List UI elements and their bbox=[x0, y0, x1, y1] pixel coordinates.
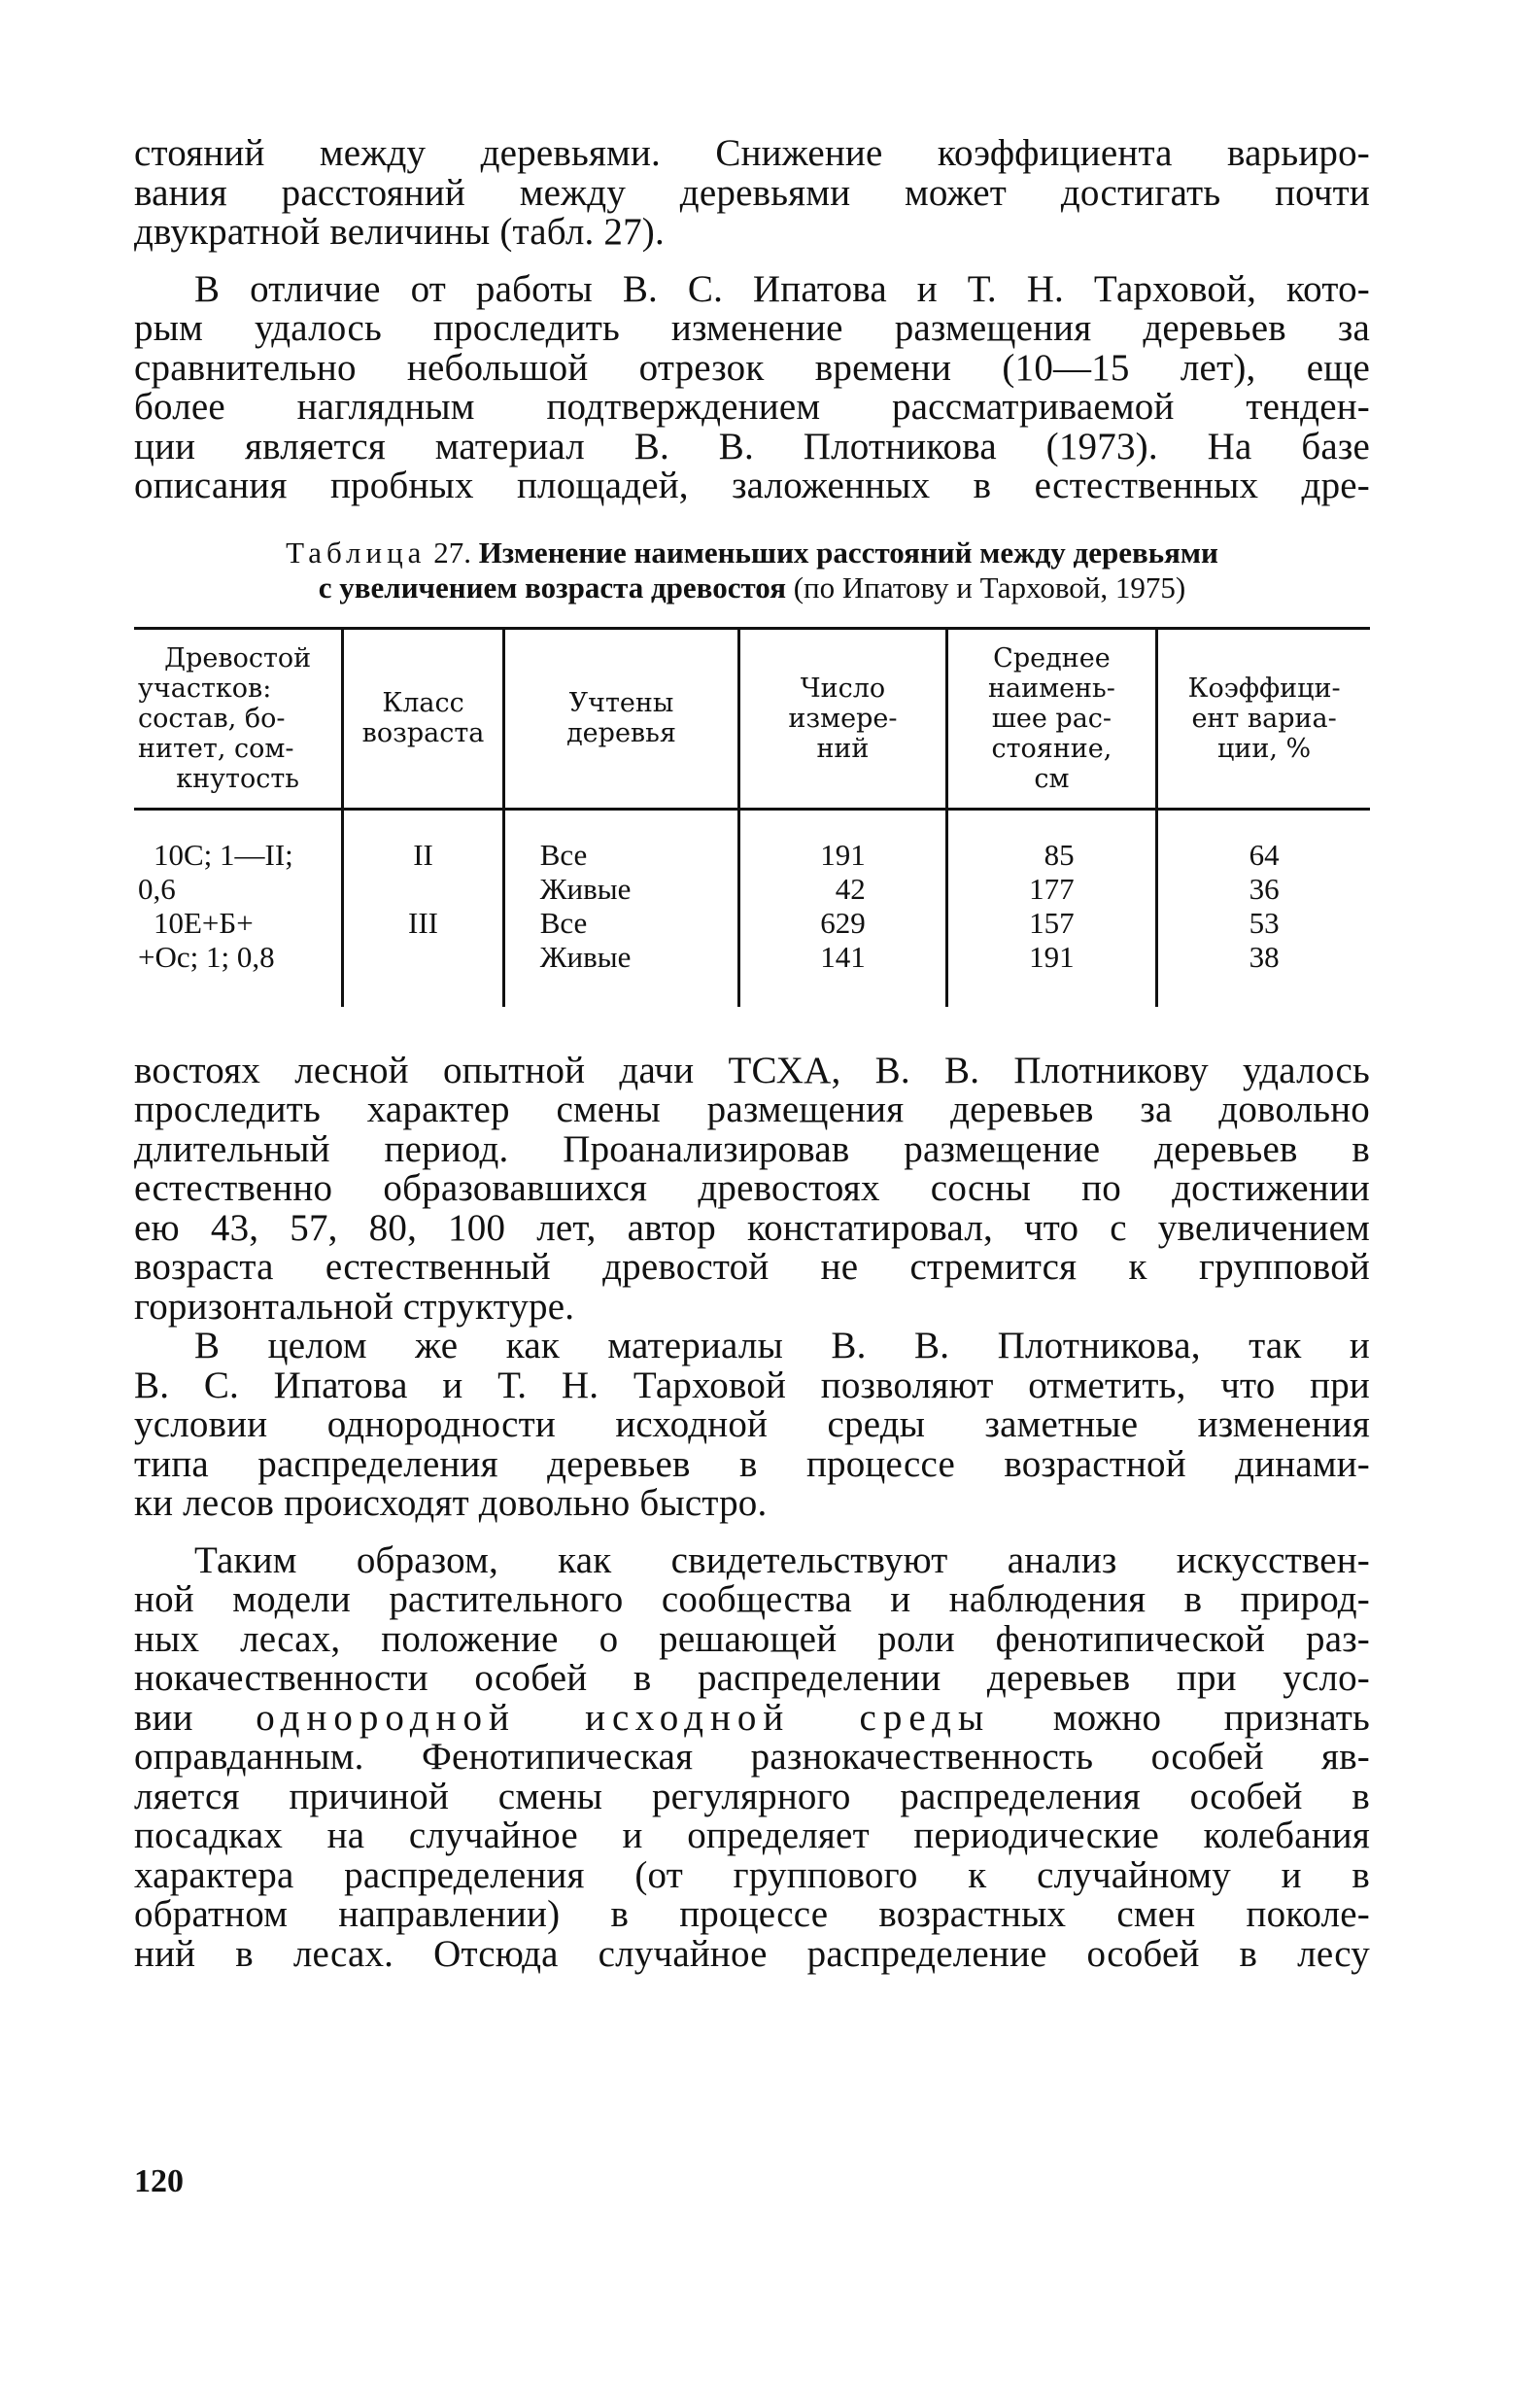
header-text: состав, бо- bbox=[138, 703, 286, 734]
text-line: В отличие от работы В. С. Ипатова и Т. Н. Тарховой, кото- bbox=[194, 267, 1370, 310]
paragraph-continuation bbox=[134, 134, 1370, 253]
text-line bbox=[134, 1696, 1370, 1739]
text-line: описания пробных площадей, заложенных в естественных дре- bbox=[134, 465, 1370, 506]
variation-value: 64 bbox=[1249, 837, 1280, 872]
count-value: 629 bbox=[820, 905, 866, 940]
cell-lines bbox=[820, 838, 866, 974]
document-page bbox=[134, 134, 1370, 1974]
text-line: проследить характер смены размещения деревьев за довольно bbox=[134, 1088, 1370, 1130]
text-line: сравнительно небольшой отрезок времени (10—15 лет), еще bbox=[134, 346, 1370, 389]
header-lines bbox=[952, 643, 1152, 794]
stand-line: 10С; 1—II; bbox=[154, 837, 293, 872]
text-line: вания расстояний между деревьями может достигать почти bbox=[134, 171, 1370, 214]
variation-value: 53 bbox=[1249, 905, 1280, 940]
age-class-value bbox=[348, 872, 497, 906]
cell-variation-coefficient bbox=[1157, 809, 1370, 1007]
text-line: нокачественности особей в распределении деревьев при усло- bbox=[134, 1657, 1370, 1699]
paragraph-conclusion bbox=[134, 1538, 1370, 1975]
caption-source: (по Ипатову и Тарховой, 1975) bbox=[793, 570, 1186, 605]
text-line: В. С. Ипатова и Т. Н. Тарховой позволяют отметить, что при bbox=[134, 1364, 1370, 1406]
header-text: Среднее bbox=[993, 642, 1111, 674]
text-line: рым удалось проследить изменение размещения деревьев за bbox=[134, 307, 1370, 349]
age-class-value bbox=[348, 940, 497, 974]
header-mean-distance bbox=[946, 628, 1157, 809]
text-line: ний в лесах. Отсюда случайное распределение особей в лесу bbox=[134, 1932, 1370, 1975]
text-line: горизонтальной структуре. bbox=[134, 1285, 575, 1328]
text-line: посадках на случайное и определяет периодические колебания bbox=[134, 1814, 1370, 1856]
stand-line: +Ос; 1; 0,8 bbox=[138, 939, 275, 974]
page-number: 120 bbox=[134, 2163, 184, 2199]
cell-age-class bbox=[343, 809, 503, 1007]
cell-measurement-count bbox=[739, 809, 946, 1007]
header-trees-counted bbox=[503, 628, 738, 809]
table-row bbox=[134, 809, 1370, 1007]
text-line: естественно образовавшихся древостоях сосны по достижении bbox=[134, 1167, 1370, 1209]
header-variation-coefficient bbox=[1157, 628, 1370, 809]
variation-value: 36 bbox=[1249, 871, 1280, 906]
text-line: обратном направлении) в процессе возрастных смен поколе- bbox=[134, 1893, 1370, 1935]
header-text: Число bbox=[800, 673, 886, 704]
caption-number: 27. bbox=[433, 535, 471, 570]
cell-lines bbox=[540, 838, 734, 974]
text-line: В целом же как материалы В. В. Плотникова, так и bbox=[194, 1325, 1370, 1366]
table-header bbox=[134, 628, 1370, 809]
caption-title-part-2: с увеличением возраста древостоя bbox=[318, 570, 786, 605]
header-text: возраста bbox=[361, 718, 485, 748]
text-line: более наглядным подтверждением рассматриваемой тенден- bbox=[134, 386, 1370, 428]
header-lines bbox=[138, 643, 337, 794]
text-line: длительный период. Проанализировав размещение деревьев в bbox=[134, 1127, 1370, 1170]
header-text: нитет, сом- bbox=[138, 733, 294, 764]
table-body bbox=[134, 809, 1370, 1007]
table-header-row bbox=[134, 628, 1370, 809]
cell-lines bbox=[1029, 838, 1075, 974]
distance-value: 157 bbox=[1029, 905, 1075, 940]
paragraph-overall bbox=[134, 1327, 1370, 1524]
emphasized-phrase: однородной исходной среды bbox=[256, 1696, 991, 1739]
cell-mean-distance bbox=[946, 809, 1157, 1007]
header-stand bbox=[134, 628, 343, 809]
header-text: наимень- bbox=[987, 673, 1115, 704]
header-lines bbox=[744, 674, 941, 764]
text-line: востоях лесной опытной дачи ТСХА, В. В. Плотникову удалось bbox=[134, 1049, 1370, 1091]
header-text: деревья bbox=[566, 718, 676, 748]
cell-lines bbox=[348, 838, 497, 974]
header-text: шее рас- bbox=[991, 703, 1112, 734]
header-text: Класс bbox=[382, 688, 464, 718]
cell-lines bbox=[1249, 838, 1280, 974]
cell-stand-composition bbox=[134, 809, 343, 1007]
distance-value: 177 bbox=[1029, 871, 1075, 906]
distance-value: 191 bbox=[1029, 939, 1075, 974]
text-line: двукратной величины (табл. 27). bbox=[134, 211, 665, 253]
text-line: типа распределения деревьев в процессе возрастной динами- bbox=[134, 1442, 1370, 1485]
stand-line: 0,6 bbox=[138, 871, 176, 906]
stand-line: 10Е+Б+ bbox=[154, 905, 254, 940]
paragraph-plotnikov bbox=[134, 1049, 1370, 1328]
text-line: стояний между деревьями. Снижение коэффициента варьиро- bbox=[134, 132, 1370, 174]
table-container bbox=[134, 627, 1370, 1007]
paragraph-ipatov-comparison bbox=[134, 267, 1370, 506]
trees-value: Все bbox=[539, 837, 588, 872]
caption-line-2 bbox=[134, 570, 1370, 605]
age-class-value: III bbox=[408, 905, 439, 940]
caption-line-1 bbox=[134, 536, 1370, 570]
text-line: ею 43, 57, 80, 100 лет, автор констатировал, что с увеличением bbox=[134, 1206, 1370, 1249]
header-text: Коэффици- bbox=[1187, 673, 1341, 704]
distance-value: 85 bbox=[1044, 837, 1075, 872]
text-line: Таким образом, как свидетельствуют анализ искусствен- bbox=[194, 1538, 1370, 1581]
caption-label: Таблица bbox=[286, 535, 427, 570]
header-measurement-count bbox=[739, 628, 946, 809]
header-text: см bbox=[1034, 763, 1070, 794]
count-value: 141 bbox=[820, 939, 866, 974]
text-line: условии однородности исходной среды заметные изменения bbox=[134, 1403, 1370, 1445]
header-lines bbox=[509, 688, 734, 748]
header-text: Древостой bbox=[164, 642, 312, 674]
text-line: ции является материал В. В. Плотникова (1973). На базе bbox=[134, 425, 1370, 467]
cell-trees-counted bbox=[503, 809, 738, 1007]
trees-value: Живые bbox=[539, 871, 632, 906]
data-table bbox=[134, 627, 1370, 1007]
header-text: стояние, bbox=[991, 733, 1112, 764]
age-class-value: II bbox=[413, 837, 433, 872]
text-fragment: вии bbox=[134, 1696, 257, 1739]
trees-value: Живые bbox=[539, 939, 632, 974]
header-text: ции, % bbox=[1217, 733, 1312, 764]
header-text: ент вариа- bbox=[1191, 703, 1337, 734]
header-age-class bbox=[343, 628, 503, 809]
caption-title-part-1: Изменение наименьших расстояний между деревьями bbox=[478, 535, 1218, 570]
header-lines bbox=[348, 688, 497, 748]
text-fragment: можно признать bbox=[990, 1696, 1370, 1739]
trees-value: Все bbox=[539, 905, 588, 940]
cell-lines bbox=[138, 838, 337, 974]
header-text: кнутость bbox=[176, 763, 300, 794]
header-text: участков: bbox=[138, 673, 272, 704]
count-value: 191 bbox=[820, 837, 866, 872]
header-text: измере- bbox=[788, 703, 898, 734]
variation-value: 38 bbox=[1249, 939, 1280, 974]
header-lines bbox=[1162, 674, 1366, 764]
header-text: ний bbox=[816, 733, 870, 764]
text-line: возраста естественный древостой не стремится к групповой bbox=[134, 1246, 1370, 1288]
text-line: характера распределения (от группового к случайному и в bbox=[134, 1853, 1370, 1896]
text-line: оправданным. Фенотипическая разнокачественность особей яв- bbox=[134, 1736, 1370, 1778]
text-line: ной модели растительного сообщества и наблюдения в природ- bbox=[134, 1578, 1370, 1620]
count-value: 42 bbox=[835, 871, 866, 906]
text-line: ки лесов происходят довольно быстро. bbox=[134, 1482, 768, 1524]
text-line: ляется причиной смены регулярного распределения особей в bbox=[134, 1775, 1370, 1817]
header-text: Учтены bbox=[568, 688, 674, 718]
table-caption bbox=[134, 536, 1370, 605]
text-line: ных лесах, положение о решающей роли фенотипической раз- bbox=[134, 1617, 1370, 1660]
